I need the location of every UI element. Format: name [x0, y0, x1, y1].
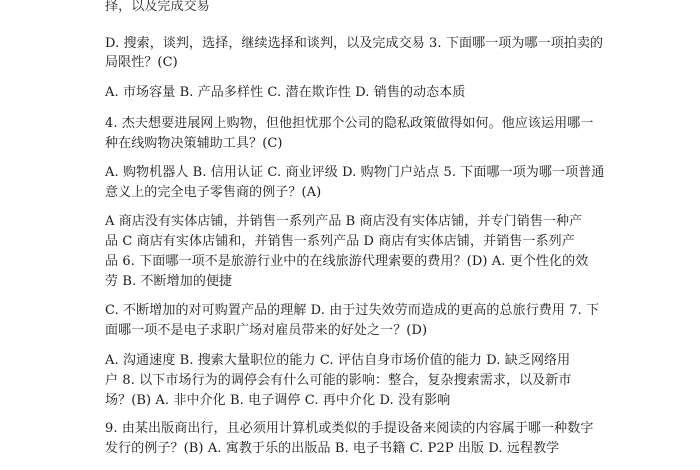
- text-line: A. 沟通速度 B. 搜索大量职位的能力 C. 评估自身市场价值的能力 D. 缺乏网络用: [105, 353, 571, 368]
- text-line: 面哪一项不是电子求职广场对雇员带来的好处之一？(D): [105, 323, 428, 338]
- text-line: D. 搜索，谈判，选择，继续选择和谈判，以及完成交易 3. 下面哪一项为哪一项拍卖的: [105, 36, 604, 51]
- text-line: 种在线购物决策辅助工具？(C): [105, 136, 283, 151]
- text-line: 品 C 商店有实体店铺和，并销售一系列产品 D 商店有实体店铺，并销售一系列产: [105, 234, 575, 249]
- text-line: 场？(B) A. 非中介化 B. 电子调停 C. 再中介化 D. 没有影响: [105, 393, 451, 408]
- text-line: 劳 B. 不断增加的便捷: [105, 274, 233, 289]
- text-line: A 商店没有实体店铺，并销售一系列产品 B 商店没有实体店铺，并专门销售一种产: [105, 214, 583, 229]
- text-line: 发行的例子？(B) A. 寓教于乐的出版品 B. 电子书籍 C. P2P 出版 D. 远程教学: [105, 441, 560, 456]
- text-line: 意义上的完全电子零售商的例子？(A): [105, 185, 322, 200]
- text-line: A. 市场容量 B. 产品多样性 C. 潜在欺诈性 D. 销售的动态本质: [105, 85, 466, 100]
- text-line: 户 8. 以下市场行为的调停会有什么可能的影响：整合，复杂搜索需求，以及新市: [105, 373, 572, 388]
- text-line: 品 6. 下面哪一项不是旅游行业中的在线旅游代理索要的费用？(D) A. 更个性化的效: [105, 254, 589, 269]
- text-line: 9. 由某出版商出行，且必须用计算机或类似的手提设备来阅读的内容属于哪一种数字: [105, 421, 594, 436]
- text-line: 择，以及完成交易: [105, 0, 210, 14]
- text-line: A. 购物机器人 B. 信用认证 C. 商业评级 D. 购物门户站点 5. 下面哪一项为哪一项普通: [105, 165, 605, 180]
- text-line: 4. 杰夫想要进展网上购物，但他担忧那个公司的隐私政策做得如何。他应该运用哪一: [105, 116, 594, 131]
- text-line: C. 不断增加的对可购置产品的理解 D. 由于过失效劳而造成的更高的总旅行费用 7. 下: [105, 303, 600, 318]
- text-line: 局限性？(C): [105, 55, 178, 70]
